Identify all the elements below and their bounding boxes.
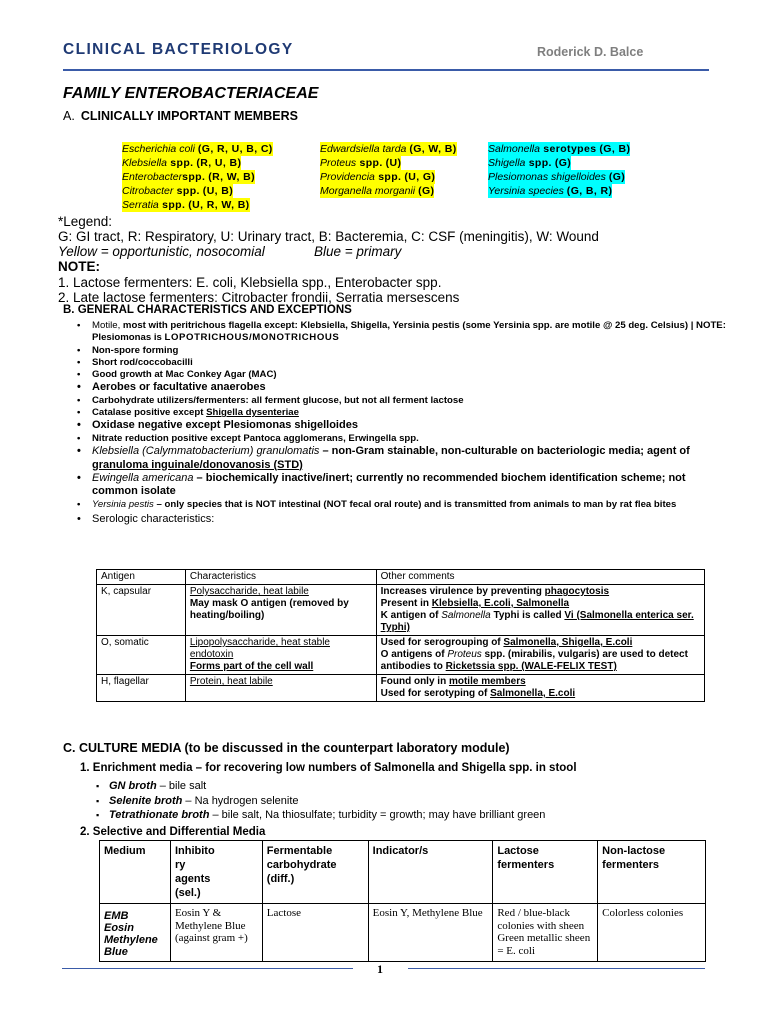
note-title: NOTE: — [58, 259, 100, 274]
characteristics-cell: Polysaccharide, heat labile May mask O antigen (removed by heating/boiling) — [185, 585, 376, 636]
table-header-row — [100, 841, 706, 904]
list-item: • Motile, most with peritrichous flagella except: Klebsiella, Shigella, Yersinia pestis (some Yersinia spp. are motile @ 25 deg. Celsius) | NOTE: Plesiomonas is LOPOTRICHOUS/MONOTRICHOUS — [76, 320, 726, 345]
table-header-cell: Fermentable carbohydrate (diff.) — [262, 841, 368, 904]
legend-yellow: Yellow = opportunistic, nosocomial — [58, 244, 265, 259]
organism-entry: Proteus spp. (U) — [320, 157, 402, 169]
list-item: • Catalase positive except Shigella dysenteriae — [76, 407, 726, 419]
serology-table — [96, 569, 705, 702]
organism-entry: Edwardsiella tarda (G, W, B) — [320, 143, 457, 155]
legend-blue: Blue = primary — [314, 244, 402, 259]
table-header-cell: Characteristics — [185, 570, 376, 585]
footer-rule-right — [408, 968, 705, 969]
header-rule — [63, 69, 709, 71]
list-item: ▪ Selenite broth – Na hydrogen selenite — [96, 794, 545, 809]
antigen-cell: H, flagellar — [97, 675, 186, 702]
organism-entry: Plesiomonas shigelloides (G) — [488, 171, 626, 183]
characteristics-cell: Lipopolysaccharide, heat stable endotoxin Forms part of the cell wall — [185, 636, 376, 675]
list-item: • Short rod/coccobacilli — [76, 357, 726, 369]
list-item: • Carbohydrate utilizers/fermenters: all ferment glucose, but not all ferment lactose — [76, 395, 726, 407]
legend-title: *Legend: — [58, 214, 113, 229]
list-item: • Nitrate reduction positive except Pantoca agglomerans, Erwingella spp. — [76, 433, 726, 445]
list-item: • Yersinia pestis – only species that is NOT intestinal (NOT fecal oral route) and is transmitted from animals to man by rat flea bites — [76, 499, 726, 511]
characteristics-cell: Protein, heat labile — [185, 675, 376, 702]
organism-entry: Klebsiella spp. (R, U, B) — [122, 157, 242, 169]
table-header-cell: Lactose fermenters — [493, 841, 598, 904]
organism-entry: Salmonella serotypes (G, B) — [488, 143, 631, 155]
enrichment-heading: 1. Enrichment media – for recovering low numbers of Salmonella and Shigella spp. in stool — [80, 762, 577, 774]
characteristics-list — [76, 320, 726, 527]
enrichment-list — [96, 779, 545, 823]
table-header-cell: Medium — [100, 841, 171, 904]
list-item: ▪ Tetrathionate broth – bile salt, Na thiosulfate; turbidity = growth; may have brilliant green — [96, 808, 545, 823]
section-a-heading: A. CLINICALLY IMPORTANT MEMBERS — [63, 109, 298, 123]
comments-cell: Used for serogrouping of Salmonella, Shigella, E.coli O antigens of Proteus spp. (mirabilis, vulgaris) are used to detect antibodies to Ricketssia spp. (WALE-FELIX TEST) — [376, 636, 704, 675]
family-title: FAMILY ENTEROBACTERIACEAE — [63, 85, 319, 102]
footer-rule-left — [62, 968, 353, 969]
list-item: • Ewingella americana – biochemically inactive/inert; currently no recommended biochem identification scheme; not common isolate — [76, 472, 726, 499]
antigen-cell: O, somatic — [97, 636, 186, 675]
organism-entry: Escherichia coli (G, R, U, B, C) — [122, 143, 273, 155]
inhibitor-cell: Eosin Y & Methylene Blue (against gram +) — [170, 904, 262, 962]
organism-entry: Morganella morganii (G) — [320, 185, 435, 197]
non-lactose-fermenters-cell: Colorless colonies — [598, 904, 706, 962]
organism-entry: Shigella spp. (G) — [488, 157, 572, 169]
table-header-cell: Antigen — [97, 570, 186, 585]
table-header-cell: Inhibito ry agents (sel.) — [170, 841, 262, 904]
header-title: CLINICAL BACTERIOLOGY — [63, 41, 294, 58]
list-item: • Good growth at Mac Conkey Agar (MAC) — [76, 369, 726, 381]
table-row — [97, 585, 705, 636]
organism-entry: Citrobacter spp. (U, B) — [122, 185, 234, 197]
list-item: ▪ GN broth – bile salt — [96, 779, 545, 794]
table-header-cell: Other comments — [376, 570, 704, 585]
medium-cell: EMB Eosin Methylene Blue — [100, 904, 171, 962]
list-item: • Oxidase negative except Plesiomonas shigelloides — [76, 419, 726, 432]
antigen-cell: K, capsular — [97, 585, 186, 636]
section-c-heading: C. CULTURE MEDIA (to be discussed in the counterpart laboratory module) — [63, 741, 510, 755]
page-number: 1 — [377, 962, 383, 976]
organism-entry: Providencia spp. (U, G) — [320, 171, 436, 183]
list-item: • Aerobes or facultative anaerobes — [76, 381, 726, 394]
list-item: • Serologic characteristics: — [76, 513, 726, 526]
table-row — [97, 675, 705, 702]
table-header-row — [97, 570, 705, 585]
carbohydrate-cell: Lactose — [262, 904, 368, 962]
organism-entry: Yersinia species (G, B, R) — [488, 185, 613, 197]
indicator-cell: Eosin Y, Methylene Blue — [368, 904, 493, 962]
comments-cell: Increases virulence by preventing phagocytosis Present in Klebsiella, E.coli, Salmonella K antigen of Salmonella Typhi is called Vi (Salmonella enterica ser. Typhi) — [376, 585, 704, 636]
section-b-heading: B. GENERAL CHARACTERISTICS AND EXCEPTIONS — [63, 304, 352, 316]
table-row — [97, 636, 705, 675]
media-table — [99, 840, 706, 962]
table-header-cell: Indicator/s — [368, 841, 493, 904]
selective-media-heading: 2. Selective and Differential Media — [80, 826, 266, 838]
note-line: 1. Lactose fermenters: E. coli, Klebsiella spp., Enterobacter spp. — [58, 275, 442, 290]
note-line: 2. Late lactose fermenters: Citrobacter frondii, Serratia mersescens — [58, 290, 460, 305]
table-header-cell: Non-lactose fermenters — [598, 841, 706, 904]
comments-cell: Found only in motile members Used for serotyping of Salmonella, E.coli — [376, 675, 704, 702]
lactose-fermenters-cell: Red / blue-black colonies with sheen Green metallic sheen = E. coli — [493, 904, 598, 962]
list-item: • Klebsiella (Calymmatobacterium) granulomatis – non-Gram stainable, non-culturable on bacteriologic media; agent of granuloma inguinale/donovanosis (STD) — [76, 445, 726, 472]
header-author: Roderick D. Balce — [537, 45, 644, 59]
organism-entry: Serratia spp. (U, R, W, B) — [122, 199, 250, 211]
list-item: • Non-spore forming — [76, 345, 726, 357]
organism-entry: Enterobacterspp. (R, W, B) — [122, 171, 255, 183]
table-row — [100, 904, 706, 962]
legend-line: G: GI tract, R: Respiratory, U: Urinary tract, B: Bacteremia, C: CSF (meningitis), W: Wound — [58, 229, 599, 244]
